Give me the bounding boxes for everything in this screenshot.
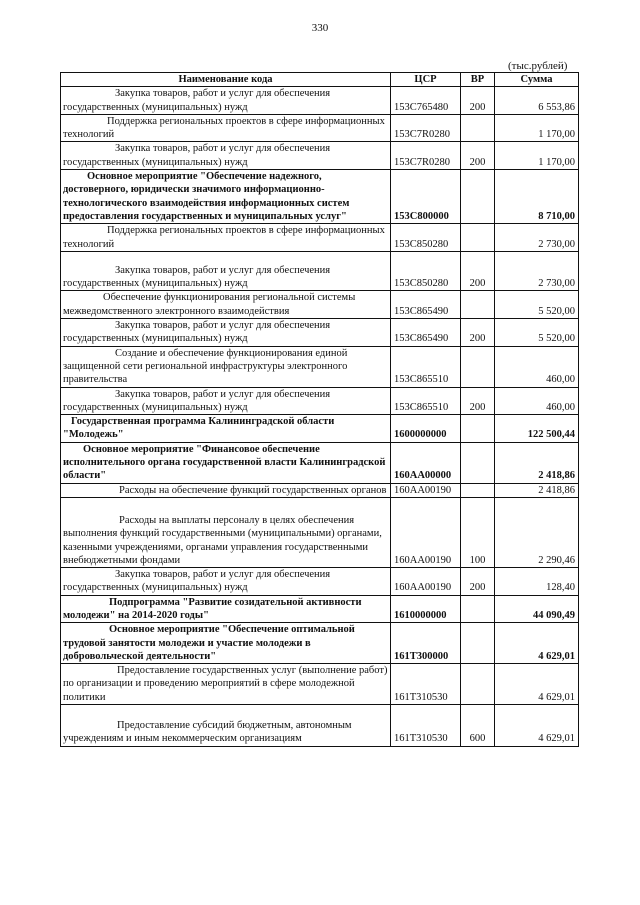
row-sum: 4 629,01 bbox=[495, 623, 579, 664]
row-name: Закупка товаров, работ и услуг для обеспечения государственных (муниципальных) нужд bbox=[61, 319, 391, 347]
row-csr: 153С7R0280 bbox=[391, 142, 461, 170]
table-row bbox=[61, 224, 579, 252]
table-row bbox=[61, 623, 579, 664]
row-csr: 160АА00000 bbox=[391, 442, 461, 483]
row-name: Закупка товаров, работ и услуг для обеспечения государственных (муниципальных) нужд bbox=[61, 387, 391, 415]
row-name: Государственная программа Калининградской области "Молодежь" bbox=[61, 415, 391, 443]
row-name: Основное мероприятие "Обеспечение надежного, достоверного, юридически значимого информационно-технологического взаимодействия информационных систем предоставления государственных и муниципальных услуг" bbox=[61, 170, 391, 224]
row-vr: 200 bbox=[461, 142, 495, 170]
row-vr bbox=[461, 595, 495, 623]
table-row bbox=[61, 497, 579, 567]
row-csr: 1600000000 bbox=[391, 415, 461, 443]
row-sum: 2 418,86 bbox=[495, 483, 579, 497]
row-vr bbox=[461, 664, 495, 705]
unit-label: (тыс.рублей) bbox=[508, 60, 568, 72]
table-row bbox=[61, 142, 579, 170]
table-row bbox=[61, 251, 579, 291]
table-row bbox=[61, 705, 579, 747]
table-row bbox=[61, 319, 579, 347]
row-vr bbox=[461, 114, 495, 142]
row-csr: 161Т300000 bbox=[391, 623, 461, 664]
row-csr: 161Т310530 bbox=[391, 705, 461, 747]
budget-table bbox=[60, 72, 579, 747]
row-csr: 153С765480 bbox=[391, 87, 461, 115]
row-sum: 1 170,00 bbox=[495, 114, 579, 142]
header-sum: Сумма bbox=[495, 73, 579, 87]
table-row bbox=[61, 664, 579, 705]
row-name: Основное мероприятие "Финансовое обеспечение исполнительного органа государственной власти Калининградской области" bbox=[61, 442, 391, 483]
row-name: Поддержка региональных проектов в сфере информационных технологий bbox=[61, 114, 391, 142]
row-name: Расходы на обеспечение функций государственных органов bbox=[61, 483, 391, 497]
header-csr: ЦСР bbox=[391, 73, 461, 87]
row-vr bbox=[461, 291, 495, 319]
row-sum: 2 418,86 bbox=[495, 442, 579, 483]
row-vr: 200 bbox=[461, 319, 495, 347]
row-vr bbox=[461, 415, 495, 443]
table-row bbox=[61, 387, 579, 415]
row-csr: 1610000000 bbox=[391, 595, 461, 623]
row-sum: 460,00 bbox=[495, 346, 579, 387]
row-name: Основное мероприятие "Обеспечение оптимальной трудовой занятости молодежи и участие молодежи в добровольческой деятельности" bbox=[61, 623, 391, 664]
row-csr: 153С850280 bbox=[391, 224, 461, 252]
row-csr: 160АА00190 bbox=[391, 483, 461, 497]
row-vr bbox=[461, 346, 495, 387]
row-vr: 200 bbox=[461, 387, 495, 415]
row-csr: 153С865490 bbox=[391, 291, 461, 319]
row-name: Подпрограмма "Развитие созидательной активности молодежи" на 2014-2020 годы" bbox=[61, 595, 391, 623]
row-csr: 153С850280 bbox=[391, 251, 461, 291]
row-name: Обеспечение функционирования региональной системы межведомственного электронного взаимодействия bbox=[61, 291, 391, 319]
row-sum: 8 710,00 bbox=[495, 170, 579, 224]
row-sum: 6 553,86 bbox=[495, 87, 579, 115]
header-vr: ВР bbox=[461, 73, 495, 87]
row-csr: 153С865510 bbox=[391, 387, 461, 415]
row-sum: 2 730,00 bbox=[495, 251, 579, 291]
row-name: Закупка товаров, работ и услуг для обеспечения государственных (муниципальных) нужд bbox=[61, 568, 391, 596]
row-name: Предоставление государственных услуг (выполнение работ) по организации и проведению мероприятий в сфере молодежной политики bbox=[61, 664, 391, 705]
row-sum: 1 170,00 bbox=[495, 142, 579, 170]
row-vr bbox=[461, 623, 495, 664]
row-sum: 5 520,00 bbox=[495, 319, 579, 347]
row-csr: 160АА00190 bbox=[391, 568, 461, 596]
row-vr: 200 bbox=[461, 568, 495, 596]
row-vr bbox=[461, 442, 495, 483]
page-number: 330 bbox=[311, 22, 329, 34]
table-row bbox=[61, 114, 579, 142]
row-name: Предоставление субсидий бюджетным, автономным учреждениям и иным некоммерческим организациям bbox=[61, 705, 391, 747]
row-sum: 128,40 bbox=[495, 568, 579, 596]
row-name: Закупка товаров, работ и услуг для обеспечения государственных (муниципальных) нужд bbox=[61, 87, 391, 115]
row-vr bbox=[461, 170, 495, 224]
table-body bbox=[61, 87, 579, 746]
row-name: Закупка товаров, работ и услуг для обеспечения государственных (муниципальных) нужд bbox=[61, 142, 391, 170]
row-sum: 122 500,44 bbox=[495, 415, 579, 443]
table-row bbox=[61, 291, 579, 319]
table-row bbox=[61, 346, 579, 387]
row-name: Расходы на выплаты персоналу в целях обеспечения выполнения функций государственными (муниципальными) органами, казенными учреждениями, органами управления государственными внебюджетными фондами bbox=[61, 497, 391, 567]
row-sum: 460,00 bbox=[495, 387, 579, 415]
row-vr: 200 bbox=[461, 251, 495, 291]
row-csr: 153С7R0280 bbox=[391, 114, 461, 142]
row-sum: 5 520,00 bbox=[495, 291, 579, 319]
row-name: Поддержка региональных проектов в сфере информационных технологий bbox=[61, 224, 391, 252]
table-row bbox=[61, 483, 579, 497]
row-sum: 2 290,46 bbox=[495, 497, 579, 567]
row-csr: 153С800000 bbox=[391, 170, 461, 224]
row-sum: 2 730,00 bbox=[495, 224, 579, 252]
table-row bbox=[61, 568, 579, 596]
row-vr: 200 bbox=[461, 87, 495, 115]
row-vr bbox=[461, 224, 495, 252]
row-sum: 4 629,01 bbox=[495, 664, 579, 705]
table-row bbox=[61, 170, 579, 224]
row-sum: 44 090,49 bbox=[495, 595, 579, 623]
row-sum: 4 629,01 bbox=[495, 705, 579, 747]
row-name: Создание и обеспечение функционирования единой защищенной сети региональной инфраструктуры электронного правительства bbox=[61, 346, 391, 387]
row-csr: 153С865510 bbox=[391, 346, 461, 387]
row-csr: 161Т310530 bbox=[391, 664, 461, 705]
row-vr: 600 bbox=[461, 705, 495, 747]
table-row bbox=[61, 87, 579, 115]
row-csr: 160АА00190 bbox=[391, 497, 461, 567]
table-row bbox=[61, 442, 579, 483]
header-name: Наименование кода bbox=[61, 73, 391, 87]
row-vr: 100 bbox=[461, 497, 495, 567]
table-row bbox=[61, 415, 579, 443]
row-name: Закупка товаров, работ и услуг для обеспечения государственных (муниципальных) нужд bbox=[61, 251, 391, 291]
row-csr: 153С865490 bbox=[391, 319, 461, 347]
row-vr bbox=[461, 483, 495, 497]
table-row bbox=[61, 595, 579, 623]
table-header-row bbox=[61, 73, 579, 87]
